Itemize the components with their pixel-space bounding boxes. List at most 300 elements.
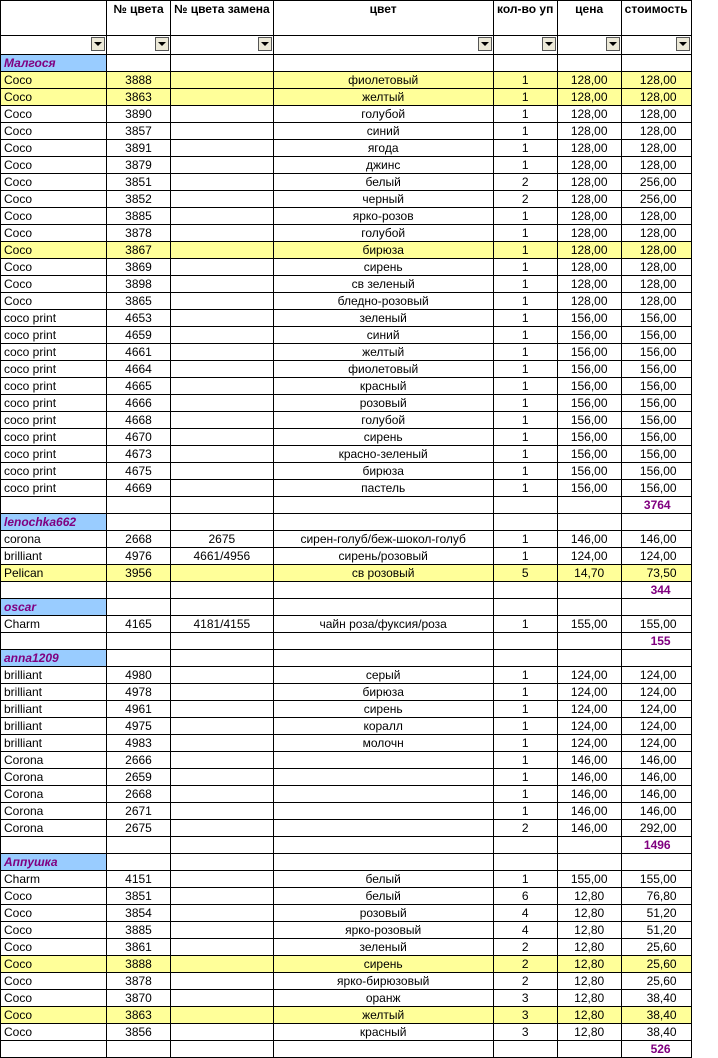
color-name-cell[interactable]: красный	[273, 378, 493, 395]
color-replacement-cell[interactable]: 2675	[171, 531, 274, 548]
product-cell[interactable]: coco print	[1, 446, 107, 463]
color-replacement-cell[interactable]	[171, 242, 274, 259]
color-number-cell[interactable]: 4151	[107, 871, 171, 888]
color-number-cell[interactable]: 4659	[107, 327, 171, 344]
cost-cell[interactable]: 156,00	[621, 344, 691, 361]
color-number-cell[interactable]: 3885	[107, 922, 171, 939]
cost-cell[interactable]: 156,00	[621, 429, 691, 446]
color-replacement-cell[interactable]	[171, 106, 274, 123]
quantity-cell[interactable]: 1	[493, 684, 557, 701]
color-replacement-cell[interactable]	[171, 89, 274, 106]
color-replacement-cell[interactable]	[171, 429, 274, 446]
empty-cell[interactable]	[171, 55, 274, 72]
empty-cell[interactable]	[273, 582, 493, 599]
quantity-cell[interactable]: 6	[493, 888, 557, 905]
color-name-cell[interactable]: синий	[273, 123, 493, 140]
price-cell[interactable]: 12,80	[557, 973, 621, 990]
color-name-cell[interactable]	[273, 752, 493, 769]
quantity-cell[interactable]: 1	[493, 276, 557, 293]
product-cell[interactable]: Coco	[1, 89, 107, 106]
price-cell[interactable]: 146,00	[557, 531, 621, 548]
color-replacement-cell[interactable]	[171, 72, 274, 89]
cost-cell[interactable]: 128,00	[621, 259, 691, 276]
price-cell[interactable]: 128,00	[557, 106, 621, 123]
price-cell[interactable]: 128,00	[557, 259, 621, 276]
cost-cell[interactable]: 51,20	[621, 905, 691, 922]
price-cell[interactable]: 156,00	[557, 480, 621, 497]
color-replacement-cell[interactable]	[171, 786, 274, 803]
price-cell[interactable]: 124,00	[557, 701, 621, 718]
quantity-cell[interactable]: 1	[493, 548, 557, 565]
cost-cell[interactable]: 156,00	[621, 361, 691, 378]
empty-cell[interactable]	[171, 582, 274, 599]
color-name-cell[interactable]: св зеленый	[273, 276, 493, 293]
color-number-cell[interactable]: 2671	[107, 803, 171, 820]
empty-cell[interactable]	[1, 497, 107, 514]
cost-cell[interactable]: 156,00	[621, 412, 691, 429]
empty-cell[interactable]	[273, 55, 493, 72]
quantity-cell[interactable]: 1	[493, 140, 557, 157]
quantity-cell[interactable]: 1	[493, 616, 557, 633]
empty-cell[interactable]	[1, 633, 107, 650]
empty-cell[interactable]	[171, 633, 274, 650]
product-cell[interactable]: coco print	[1, 361, 107, 378]
price-cell[interactable]: 128,00	[557, 72, 621, 89]
product-cell[interactable]: coco print	[1, 429, 107, 446]
product-cell[interactable]: Corona	[1, 769, 107, 786]
product-cell[interactable]: coco print	[1, 310, 107, 327]
product-cell[interactable]: coco print	[1, 412, 107, 429]
color-name-cell[interactable]: св розовый	[273, 565, 493, 582]
cost-cell[interactable]: 128,00	[621, 72, 691, 89]
quantity-cell[interactable]: 1	[493, 225, 557, 242]
color-name-cell[interactable]: ярко-розовый	[273, 922, 493, 939]
color-replacement-cell[interactable]	[171, 327, 274, 344]
empty-cell[interactable]	[493, 837, 557, 854]
product-cell[interactable]: Coco	[1, 191, 107, 208]
cost-cell[interactable]: 76,80	[621, 888, 691, 905]
product-cell[interactable]: Coco	[1, 276, 107, 293]
empty-cell[interactable]	[107, 599, 171, 616]
price-cell[interactable]: 156,00	[557, 429, 621, 446]
color-number-cell[interactable]: 4669	[107, 480, 171, 497]
empty-cell[interactable]	[493, 55, 557, 72]
color-name-cell[interactable]: фиолетовый	[273, 361, 493, 378]
empty-cell[interactable]	[621, 599, 691, 616]
cost-cell[interactable]: 146,00	[621, 531, 691, 548]
color-name-cell[interactable]: серый	[273, 667, 493, 684]
quantity-cell[interactable]: 1	[493, 361, 557, 378]
empty-cell[interactable]	[557, 633, 621, 650]
price-cell[interactable]: 155,00	[557, 616, 621, 633]
price-cell[interactable]: 12,80	[557, 990, 621, 1007]
empty-cell[interactable]	[107, 582, 171, 599]
quantity-cell[interactable]: 2	[493, 939, 557, 956]
product-cell[interactable]: Coco	[1, 123, 107, 140]
cost-cell[interactable]: 155,00	[621, 871, 691, 888]
color-replacement-cell[interactable]	[171, 174, 274, 191]
price-cell[interactable]: 146,00	[557, 820, 621, 837]
color-name-cell[interactable]: желтый	[273, 89, 493, 106]
color-replacement-cell[interactable]	[171, 1007, 274, 1024]
quantity-cell[interactable]: 2	[493, 820, 557, 837]
color-name-cell[interactable]: сирень	[273, 259, 493, 276]
color-replacement-cell[interactable]	[171, 157, 274, 174]
color-replacement-cell[interactable]	[171, 1024, 274, 1041]
quantity-cell[interactable]: 1	[493, 446, 557, 463]
price-cell[interactable]: 124,00	[557, 667, 621, 684]
cost-cell[interactable]: 124,00	[621, 735, 691, 752]
price-cell[interactable]: 146,00	[557, 786, 621, 803]
color-name-cell[interactable]: джинс	[273, 157, 493, 174]
cost-cell[interactable]: 128,00	[621, 242, 691, 259]
empty-cell[interactable]	[621, 650, 691, 667]
empty-cell[interactable]	[107, 55, 171, 72]
cost-cell[interactable]: 25,60	[621, 939, 691, 956]
color-number-cell[interactable]: 4665	[107, 378, 171, 395]
filter-dropdown-icon[interactable]	[155, 37, 169, 51]
empty-cell[interactable]	[273, 633, 493, 650]
price-cell[interactable]: 124,00	[557, 718, 621, 735]
color-replacement-cell[interactable]	[171, 344, 274, 361]
color-number-cell[interactable]: 4653	[107, 310, 171, 327]
price-cell[interactable]: 156,00	[557, 327, 621, 344]
color-number-cell[interactable]: 4673	[107, 446, 171, 463]
price-cell[interactable]: 128,00	[557, 140, 621, 157]
cost-cell[interactable]: 128,00	[621, 293, 691, 310]
price-cell[interactable]: 12,80	[557, 922, 621, 939]
color-name-cell[interactable]: розовый	[273, 395, 493, 412]
product-cell[interactable]: Coco	[1, 1024, 107, 1041]
color-replacement-cell[interactable]	[171, 378, 274, 395]
empty-cell[interactable]	[273, 650, 493, 667]
color-name-cell[interactable]: зеленый	[273, 939, 493, 956]
color-replacement-cell[interactable]	[171, 565, 274, 582]
price-cell[interactable]: 156,00	[557, 378, 621, 395]
filter-dropdown-icon[interactable]	[606, 37, 620, 51]
color-number-cell[interactable]: 4668	[107, 412, 171, 429]
color-number-cell[interactable]: 4661	[107, 344, 171, 361]
color-replacement-cell[interactable]	[171, 208, 274, 225]
price-cell[interactable]: 156,00	[557, 310, 621, 327]
color-number-cell[interactable]: 3891	[107, 140, 171, 157]
price-cell[interactable]: 124,00	[557, 735, 621, 752]
empty-cell[interactable]	[557, 497, 621, 514]
product-cell[interactable]: coco print	[1, 378, 107, 395]
cost-cell[interactable]: 146,00	[621, 752, 691, 769]
color-name-cell[interactable]: пастель	[273, 480, 493, 497]
quantity-cell[interactable]: 1	[493, 803, 557, 820]
price-cell[interactable]: 128,00	[557, 276, 621, 293]
quantity-cell[interactable]: 1	[493, 667, 557, 684]
empty-cell[interactable]	[107, 650, 171, 667]
color-number-cell[interactable]: 3869	[107, 259, 171, 276]
color-name-cell[interactable]: ярко-бирюзовый	[273, 973, 493, 990]
quantity-cell[interactable]: 1	[493, 395, 557, 412]
color-number-cell[interactable]: 3865	[107, 293, 171, 310]
color-name-cell[interactable]: сирень/розовый	[273, 548, 493, 565]
color-name-cell[interactable]: красный	[273, 1024, 493, 1041]
product-cell[interactable]: Coco	[1, 888, 107, 905]
color-replacement-cell[interactable]	[171, 395, 274, 412]
color-name-cell[interactable]	[273, 769, 493, 786]
color-number-cell[interactable]: 3854	[107, 905, 171, 922]
empty-cell[interactable]	[621, 514, 691, 531]
empty-cell[interactable]	[1, 837, 107, 854]
cost-cell[interactable]: 38,40	[621, 990, 691, 1007]
price-cell[interactable]: 156,00	[557, 361, 621, 378]
product-cell[interactable]: Coco	[1, 106, 107, 123]
cost-cell[interactable]: 128,00	[621, 89, 691, 106]
empty-cell[interactable]	[107, 497, 171, 514]
product-cell[interactable]: Corona	[1, 803, 107, 820]
color-replacement-cell[interactable]	[171, 820, 274, 837]
color-replacement-cell[interactable]	[171, 871, 274, 888]
cost-cell[interactable]: 38,40	[621, 1024, 691, 1041]
product-cell[interactable]: brilliant	[1, 735, 107, 752]
cost-cell[interactable]: 128,00	[621, 157, 691, 174]
empty-cell[interactable]	[493, 497, 557, 514]
color-name-cell[interactable]: ярко-розов	[273, 208, 493, 225]
color-number-cell[interactable]: 4978	[107, 684, 171, 701]
quantity-cell[interactable]: 4	[493, 922, 557, 939]
price-cell[interactable]: 12,80	[557, 939, 621, 956]
empty-cell[interactable]	[171, 514, 274, 531]
color-replacement-cell[interactable]	[171, 140, 274, 157]
cost-cell[interactable]: 124,00	[621, 718, 691, 735]
quantity-cell[interactable]: 1	[493, 786, 557, 803]
price-cell[interactable]: 12,80	[557, 905, 621, 922]
product-cell[interactable]: Corona	[1, 820, 107, 837]
quantity-cell[interactable]: 1	[493, 327, 557, 344]
cost-cell[interactable]: 128,00	[621, 106, 691, 123]
cost-cell[interactable]: 292,00	[621, 820, 691, 837]
color-replacement-cell[interactable]: 4661/4956	[171, 548, 274, 565]
quantity-cell[interactable]: 1	[493, 310, 557, 327]
group-name-cell[interactable]: oscar	[1, 599, 107, 616]
color-replacement-cell[interactable]	[171, 276, 274, 293]
filter-dropdown-icon[interactable]	[91, 37, 105, 51]
quantity-cell[interactable]: 1	[493, 735, 557, 752]
product-cell[interactable]: coco print	[1, 395, 107, 412]
color-number-cell[interactable]: 3867	[107, 242, 171, 259]
quantity-cell[interactable]: 1	[493, 412, 557, 429]
empty-cell[interactable]	[273, 599, 493, 616]
product-cell[interactable]: Coco	[1, 293, 107, 310]
color-replacement-cell[interactable]	[171, 446, 274, 463]
cost-cell[interactable]: 38,40	[621, 1007, 691, 1024]
color-number-cell[interactable]: 3857	[107, 123, 171, 140]
quantity-cell[interactable]: 1	[493, 378, 557, 395]
quantity-cell[interactable]: 1	[493, 752, 557, 769]
color-replacement-cell[interactable]	[171, 480, 274, 497]
quantity-cell[interactable]: 1	[493, 123, 557, 140]
color-number-cell[interactable]: 4664	[107, 361, 171, 378]
filter-dropdown-icon[interactable]	[542, 37, 556, 51]
color-number-cell[interactable]: 2666	[107, 752, 171, 769]
price-cell[interactable]: 12,80	[557, 956, 621, 973]
color-number-cell[interactable]: 3856	[107, 1024, 171, 1041]
color-name-cell[interactable]: желтый	[273, 1007, 493, 1024]
product-cell[interactable]: coco print	[1, 463, 107, 480]
cost-cell[interactable]: 124,00	[621, 548, 691, 565]
group-total-cell[interactable]: 1496	[621, 837, 691, 854]
price-cell[interactable]: 156,00	[557, 344, 621, 361]
cost-cell[interactable]: 124,00	[621, 667, 691, 684]
price-cell[interactable]: 146,00	[557, 803, 621, 820]
price-cell[interactable]: 12,80	[557, 1024, 621, 1041]
color-number-cell[interactable]: 3863	[107, 89, 171, 106]
empty-cell[interactable]	[493, 633, 557, 650]
empty-cell[interactable]	[107, 514, 171, 531]
color-number-cell[interactable]: 3888	[107, 72, 171, 89]
product-cell[interactable]: coco print	[1, 480, 107, 497]
product-cell[interactable]: brilliant	[1, 548, 107, 565]
price-cell[interactable]: 156,00	[557, 412, 621, 429]
empty-cell[interactable]	[493, 514, 557, 531]
color-name-cell[interactable]	[273, 803, 493, 820]
product-cell[interactable]: Coco	[1, 922, 107, 939]
color-name-cell[interactable]: сирень	[273, 701, 493, 718]
color-name-cell[interactable]: сирен-голуб/беж-шокол-голуб	[273, 531, 493, 548]
color-name-cell[interactable]: бирюза	[273, 463, 493, 480]
price-cell[interactable]: 124,00	[557, 684, 621, 701]
cost-cell[interactable]: 156,00	[621, 310, 691, 327]
price-cell[interactable]: 128,00	[557, 191, 621, 208]
cost-cell[interactable]: 156,00	[621, 446, 691, 463]
color-name-cell[interactable]: белый	[273, 174, 493, 191]
group-total-cell[interactable]: 344	[621, 582, 691, 599]
color-replacement-cell[interactable]: 4181/4155	[171, 616, 274, 633]
color-replacement-cell[interactable]	[171, 888, 274, 905]
cost-cell[interactable]: 155,00	[621, 616, 691, 633]
empty-cell[interactable]	[171, 837, 274, 854]
product-cell[interactable]: brilliant	[1, 684, 107, 701]
group-name-cell[interactable]: anna1209	[1, 650, 107, 667]
color-replacement-cell[interactable]	[171, 191, 274, 208]
color-replacement-cell[interactable]	[171, 701, 274, 718]
color-name-cell[interactable]	[273, 820, 493, 837]
cost-cell[interactable]: 124,00	[621, 701, 691, 718]
color-replacement-cell[interactable]	[171, 361, 274, 378]
empty-cell[interactable]	[557, 599, 621, 616]
cost-cell[interactable]: 146,00	[621, 769, 691, 786]
price-cell[interactable]: 146,00	[557, 769, 621, 786]
quantity-cell[interactable]: 1	[493, 242, 557, 259]
price-cell[interactable]: 128,00	[557, 225, 621, 242]
cost-cell[interactable]: 156,00	[621, 463, 691, 480]
price-cell[interactable]: 128,00	[557, 89, 621, 106]
quantity-cell[interactable]: 1	[493, 871, 557, 888]
cost-cell[interactable]: 146,00	[621, 786, 691, 803]
price-cell[interactable]: 128,00	[557, 174, 621, 191]
empty-cell[interactable]	[273, 854, 493, 871]
empty-cell[interactable]	[557, 650, 621, 667]
color-name-cell[interactable]: розовый	[273, 905, 493, 922]
color-replacement-cell[interactable]	[171, 463, 274, 480]
color-number-cell[interactable]: 3851	[107, 174, 171, 191]
color-name-cell[interactable]	[273, 786, 493, 803]
cost-cell[interactable]: 25,60	[621, 956, 691, 973]
color-name-cell[interactable]: желтый	[273, 344, 493, 361]
color-name-cell[interactable]: оранж	[273, 990, 493, 1007]
product-cell[interactable]: Corona	[1, 786, 107, 803]
color-number-cell[interactable]: 3878	[107, 225, 171, 242]
product-cell[interactable]: Coco	[1, 140, 107, 157]
price-cell[interactable]: 146,00	[557, 752, 621, 769]
cost-cell[interactable]: 128,00	[621, 276, 691, 293]
quantity-cell[interactable]: 1	[493, 718, 557, 735]
product-cell[interactable]: Coco	[1, 905, 107, 922]
color-replacement-cell[interactable]	[171, 310, 274, 327]
price-cell[interactable]: 155,00	[557, 871, 621, 888]
group-total-cell[interactable]: 3764	[621, 497, 691, 514]
color-number-cell[interactable]: 2659	[107, 769, 171, 786]
color-number-cell[interactable]: 3885	[107, 208, 171, 225]
empty-cell[interactable]	[171, 599, 274, 616]
empty-cell[interactable]	[557, 854, 621, 871]
color-number-cell[interactable]: 2675	[107, 820, 171, 837]
color-name-cell[interactable]: чайн роза/фуксия/роза	[273, 616, 493, 633]
price-cell[interactable]: 124,00	[557, 548, 621, 565]
color-replacement-cell[interactable]	[171, 973, 274, 990]
cost-cell[interactable]: 25,60	[621, 973, 691, 990]
color-number-cell[interactable]: 3888	[107, 956, 171, 973]
color-number-cell[interactable]: 3863	[107, 1007, 171, 1024]
cost-cell[interactable]: 156,00	[621, 480, 691, 497]
quantity-cell[interactable]: 1	[493, 259, 557, 276]
color-name-cell[interactable]: голубой	[273, 106, 493, 123]
product-cell[interactable]: brilliant	[1, 718, 107, 735]
color-number-cell[interactable]: 4670	[107, 429, 171, 446]
quantity-cell[interactable]: 3	[493, 990, 557, 1007]
cost-cell[interactable]: 256,00	[621, 191, 691, 208]
color-name-cell[interactable]: бирюза	[273, 684, 493, 701]
product-cell[interactable]: Pelican	[1, 565, 107, 582]
price-cell[interactable]: 128,00	[557, 208, 621, 225]
empty-cell[interactable]	[107, 854, 171, 871]
product-cell[interactable]: Coco	[1, 208, 107, 225]
empty-cell[interactable]	[273, 837, 493, 854]
empty-cell[interactable]	[171, 854, 274, 871]
quantity-cell[interactable]: 1	[493, 89, 557, 106]
color-name-cell[interactable]: сирень	[273, 429, 493, 446]
color-name-cell[interactable]: красно-зеленый	[273, 446, 493, 463]
quantity-cell[interactable]: 2	[493, 956, 557, 973]
empty-cell[interactable]	[621, 55, 691, 72]
price-cell[interactable]: 14,70	[557, 565, 621, 582]
color-number-cell[interactable]: 4976	[107, 548, 171, 565]
group-total-cell[interactable]: 155	[621, 633, 691, 650]
quantity-cell[interactable]: 3	[493, 1024, 557, 1041]
cost-cell[interactable]: 128,00	[621, 225, 691, 242]
quantity-cell[interactable]: 1	[493, 429, 557, 446]
color-name-cell[interactable]: сирень	[273, 956, 493, 973]
color-name-cell[interactable]: бледно-розовый	[273, 293, 493, 310]
quantity-cell[interactable]: 1	[493, 293, 557, 310]
price-cell[interactable]: 156,00	[557, 395, 621, 412]
group-name-cell[interactable]: lenochka662	[1, 514, 107, 531]
price-cell[interactable]: 12,80	[557, 888, 621, 905]
color-number-cell[interactable]: 2668	[107, 531, 171, 548]
empty-cell[interactable]	[557, 514, 621, 531]
color-name-cell[interactable]: молочн	[273, 735, 493, 752]
color-replacement-cell[interactable]	[171, 259, 274, 276]
cost-cell[interactable]: 124,00	[621, 684, 691, 701]
color-number-cell[interactable]: 3852	[107, 191, 171, 208]
color-replacement-cell[interactable]	[171, 939, 274, 956]
product-cell[interactable]: coco print	[1, 344, 107, 361]
